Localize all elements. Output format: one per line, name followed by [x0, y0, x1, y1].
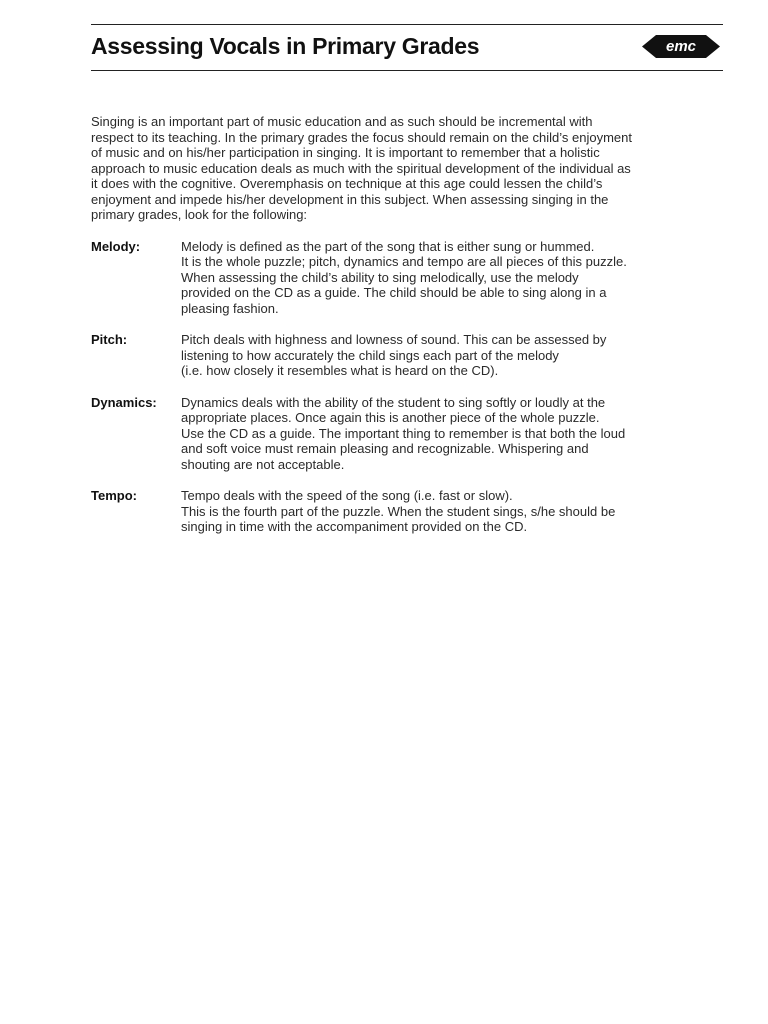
- definition-line: listening to how accurately the child sings each part of the melody: [181, 347, 559, 363]
- definition-line: Tempo deals with the speed of the song (i.e. fast or slow).: [181, 488, 513, 503]
- intro-line: respect to its teaching. In the primary grades the focus should remain on the child’s enjoyment: [91, 129, 632, 145]
- definition-line: shouting are not acceptable.: [181, 456, 345, 472]
- definition-pitch: [91, 332, 691, 379]
- header-top-rule: [91, 24, 723, 25]
- definition-dynamics: [91, 395, 691, 473]
- intro-line: of music and on his/her participation in singing. It is important to remember that a holistic: [91, 145, 600, 160]
- definition-line: Dynamics deals with the ability of the student to sing softly or loudly at the: [181, 394, 606, 410]
- term-definition: [181, 239, 691, 317]
- definition-line: When assessing the child’s ability to sing melodically, use the melody: [181, 269, 579, 285]
- definition-line: It is the whole puzzle; pitch, dynamics and tempo are all pieces of this puzzle.: [181, 254, 627, 269]
- definition-line: singing in time with the accompaniment provided on the CD.: [181, 519, 528, 534]
- definition-line: provided on the CD as a guide. The child should be able to sing along in a: [181, 285, 607, 300]
- term-definition: [181, 395, 691, 473]
- definition-line: (i.e. how closely it resembles what is heard on the CD).: [181, 363, 499, 378]
- term-label: Pitch:: [91, 332, 128, 347]
- intro-line: Singing is an important part of music education and as such should be incremental with: [91, 114, 593, 129]
- page-title: Assessing Vocals in Primary Grades: [91, 33, 480, 59]
- term-label: Dynamics:: [91, 394, 157, 410]
- definition-line: pleasing fashion.: [181, 300, 279, 316]
- header-bottom-rule: [91, 70, 723, 71]
- emc-logo: [640, 33, 722, 60]
- intro-line: approach to music education deals as much with the spiritual development of the individual as: [91, 160, 631, 176]
- definition-line: and soft voice must remain pleasing and recognizable. Whispering and: [181, 441, 589, 456]
- intro-line: enjoyment and impede his/her development in this subject. When assessing singing in the: [91, 191, 609, 207]
- definition-tempo: [91, 488, 691, 535]
- term-label: Tempo:: [91, 488, 137, 503]
- term-label: Melody:: [91, 238, 141, 254]
- definition-line: appropriate places. Once again this is another piece of the whole puzzle.: [181, 410, 600, 425]
- term-definition: [181, 332, 691, 379]
- intro-paragraph: [91, 114, 691, 223]
- intro-line: it does with the cognitive. Overemphasis on technique at this age could lessen the child’s: [91, 176, 603, 191]
- definition-line: Use the CD as a guide. The important thing to remember is that both the loud: [181, 425, 626, 441]
- logo-text: emc: [665, 38, 697, 55]
- definition-line: This is the fourth part of the puzzle. When the student sings, s/he should be: [181, 503, 616, 519]
- intro-line: primary grades, look for the following:: [91, 207, 308, 222]
- definition-line: Pitch deals with highness and lowness of sound. This can be assessed by: [181, 332, 607, 347]
- definition-melody: [91, 239, 691, 317]
- definition-line: Melody is defined as the part of the song that is either sung or hummed.: [181, 238, 595, 254]
- document-body: [91, 114, 691, 551]
- term-definition: [181, 488, 691, 535]
